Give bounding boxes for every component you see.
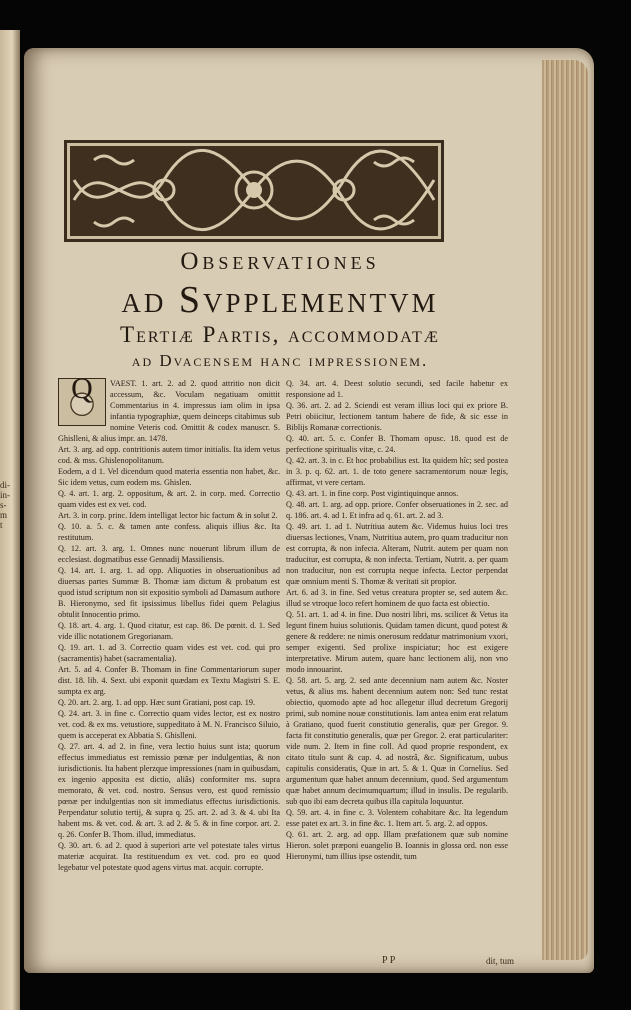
note-paragraph: Q. 49. art. 1. ad 1. Nutritiua autem &c. Videmus huius loci tres diuersas lectiones, Vnam, Nutritiua autem, pro quam traducitur non est corrupta, & non infecta. Alteram, Nutrit. autem per quam non traducitur, est corrupta, & non infecta. Tertiam, Nutrit. a. per quam non traducitur, non est corrupta neque infecta. Lector perpendat quæ omnium menti S. Thomæ & veritati sit propior. xyxy=(286,522,508,586)
note-paragraph: Art. 3. arg. ad opp. contritionis autem timor initialis. Ita idem vetus cod. & mss. Ghislenopolitanum. xyxy=(58,445,280,465)
catchword: dit, tum xyxy=(486,956,515,966)
note-paragraph: Art. 5. ad 4. Confer B. Thomam in fine Commentariorum super dist. 18. lib. 4. Sext. ubi exponit quædam ex Textu Magistri S. E. sumpta ex arg. xyxy=(58,665,280,696)
note-paragraph: Q. 34. art. 4. Deest solutio secundi, sed facile habetur ex responsione ad 1. xyxy=(286,379,508,399)
note-paragraph: Q. 43. art. 1. in fine corp. Post vigintiquinque annos. xyxy=(286,489,459,498)
note-paragraph: Q. 20. art. 2. arg. 1. ad opp. Hæc sunt Gratiani, post cap. 19. xyxy=(58,698,255,707)
note-paragraph: Art. 6. ad 3. in fine. Sed vetus creatura propter se, sed autem &c. illud se vtroque loco refert hominem de quo facta est obiectio. xyxy=(286,588,508,608)
ornamental-headpiece xyxy=(64,140,444,242)
title-line-1: Observationes xyxy=(180,248,380,275)
note-paragraph: Q. 14. art. 1. arg. 1. ad opp. Aliquoties in obseruationibus ad diuersas partes Summæ B. Thomæ iam dictum & probatum est quod istud scriptum non sit expositio symboli ad Damasum authore B. Hieronymo, sed fit ipsissimus libellus fidei quem Pelagius obtulit Innocentio primo. xyxy=(58,566,280,619)
right-column xyxy=(286,378,508,862)
note-paragraph: Q. 40. art. 5. c. Confer B. Thomam opusc. 18. quod est de perfectione spiritualis vitæ, c. 24. xyxy=(286,434,508,454)
note-paragraph: Q. 58. art. 5. arg. 2. sed ante decennium nam autem &c. Noster vetus, & alius ms. habent decennium autem non: Sed tunc restat obiectio, quomodo apte ad hoc allegetur illud decretum Gregorij primi, sub nomine nouæ constitutionis. Iam antea enim erat relatum à Gratiano, quod fuerit constitutio generalis, quæ per Gregor. 9. facta fit constitutio generalis, quæ per Gregor. 2. erat particulariter: vide num. 2. Item in fine coll. Ad quod proprie respondent, ex citato titulo sunt & cap. 4. ad nostrâ, &c. Significatum, uubus capitulis consideratis, Quæ in art. 5. & 1. Quæ in Cornelius. Sed argumentum quæ habet annum decennium, quod. Sed argumentum quæ habet annum decimumquartum; illud in insulis. De regularib. sub quo ibi eam decreta quibus illa capitula loquuntur. xyxy=(286,676,508,806)
decorated-initial: Q xyxy=(58,378,106,426)
note-paragraph: Q. 42. art. 3. in c. Et hoc probabilius est. Ita quidem hîc; sed postea in 3. p. q. 62. art. 1. de toto genere sacramentorum nouæ legis, affirmat, vt vere certam. xyxy=(286,456,508,487)
note-paragraph: VAEST. 1. art. 2. ad 2. quod attritio non dicit accessum, &c. Voculam negatiuam omittit Commentarius in 4. impressus iam olim in ipsa infantia typographiæ, quem deinceps citabimus sub nomine Veteris cod. Omittit & codex manuscr. S. Ghislleni, & alius impr. an. 1478. xyxy=(58,379,280,443)
left-column xyxy=(58,372,280,873)
note-paragraph: Q. 27. art. 4. ad 2. in fine, vera lectio huius sunt ista; quorum effectus immediatus est remissio pœnæ per indulgentias, & non iurisdictionis. Ita habent plerzque impressiones (nam in quibusdam, ex ingenio apposita est dictio, aliâs) conformiter ms. supra memorato, & vet. cod. nostro. Sensus vero, est quod remissio pœnæ per indulgentias non sit immediatus effectus iurisdictionis. Perpendatur solutio tertij, & supra q. 25. art. 2. ad 3. & 4. ubi Ita habent ms. & vet. cod. & art. 3. ad 2. & 5. & in fine corpor. art. 2. q. 26. Confer B. Thom. illud, immediatus. xyxy=(58,742,280,839)
note-paragraph: Q. 51. art. 1. ad 4. in fine. Duo nostri libri, ms. scilicet & Vetus ita legunt finem huius solutionis. Quidam tamen dicunt, quod potest & genere & reddere: ne nimis onerosum reddatur matrimonium vxori, semper exigenti. Sed prolixe inspiciatur; hoc est exigere interpretative. Mirum autem, quare hanc lectionem alij, non vno modo innouarint. xyxy=(286,610,508,674)
note-paragraph: Art. 3. in corp. princ. Idem intelligat lector hic factum & in solut 2. xyxy=(58,511,278,520)
left-page-fragment: di- in- s- m t xyxy=(0,480,10,530)
note-paragraph: Q. 59. art. 4. in fine c. 3. Volentem cohabitare &c. Ita legendum esse patet ex art. 3. in fine &c. 1. Item art. 5. arg. 2. ad oppos. xyxy=(286,808,508,828)
title-line-3: Tertiæ Partis, accommodatæ xyxy=(120,322,440,347)
page-fore-edge xyxy=(542,60,588,960)
signature-mark: P P xyxy=(382,955,396,966)
note-paragraph: Q. 30. art. 6. ad 2. quod à superiori arte vel potestate tales virtus materiæ acquirat. Ita restituendum ex vet. cod. pro eo quod legebatur vel potestate quod agens virtus mat. acquir. corrupte. xyxy=(58,841,280,872)
note-paragraph: Q. 24. art. 3. in fine c. Correctio quam vides lector, est ex nostro vet. cod. & ex ms. vetustiore, suppeditato à M. N. Francisco Siluio, quem is acceperat ex Abbatia S. Ghislleni. xyxy=(58,709,280,740)
note-paragraph: Q. 10. a. 5. c. & tamen ante confess. aliquis illius &c. Ita restitutum. xyxy=(58,522,280,542)
note-paragraph: Q. 36. art. 2. ad 2. Sciendi est veram illius loci qui ex priore B. Petri obiicitur, lectionem tantum habere de fide, & sic esse in Biblijs Romanæ correctionis. xyxy=(286,401,508,432)
note-paragraph: Eodem, a d 1. Vel dicendum quod materia essentia non habet, &c. Sic idem vetus, cum eodem ms. Ghislen. xyxy=(58,467,280,487)
note-paragraph: Q. 4. art. 1. arg. 2. oppositum, & art. 2. in corp. med. Correctio quam vides est ex vet. cod. xyxy=(58,489,280,509)
note-paragraph: Q. 12. art. 3. arg. 1. Omnes nunc nouerunt librum illum de ecclesiast. dogmatibus esse Gennadij Massiliensis. xyxy=(58,544,280,564)
note-paragraph: Q. 61. art. 2. arg. ad opp. Illam præfationem quæ sub nomine Hieron. solet præponi euangelio B. Ioannis in glossa ord. non esse Hieronymi, tum illius ipse ostendit, tum xyxy=(286,830,508,861)
note-paragraph: Q. 19. art. 1. ad 3. Correctio quam vides est vet. cod. qui pro (sacramentis) habet (sacramentalia). xyxy=(58,643,280,663)
note-paragraph: Q. 18. art. 4. arg. 1. Quod citatur, est cap. 86. De pœnit. d. 1. Sed vide illic notationem Gregorianam. xyxy=(58,621,280,641)
note-paragraph: Q. 48. art. 1. arg. ad opp. priore. Confer obseruationes in 2. sec. ad q. 186. art. 4. ad 1. Et infra ad q. 61. art. 2. ad 3. xyxy=(286,500,508,520)
title-line-4: ad Dvacensem hanc impressionem. xyxy=(131,351,429,370)
title-line-2: ad Svpplementvm xyxy=(121,279,439,321)
